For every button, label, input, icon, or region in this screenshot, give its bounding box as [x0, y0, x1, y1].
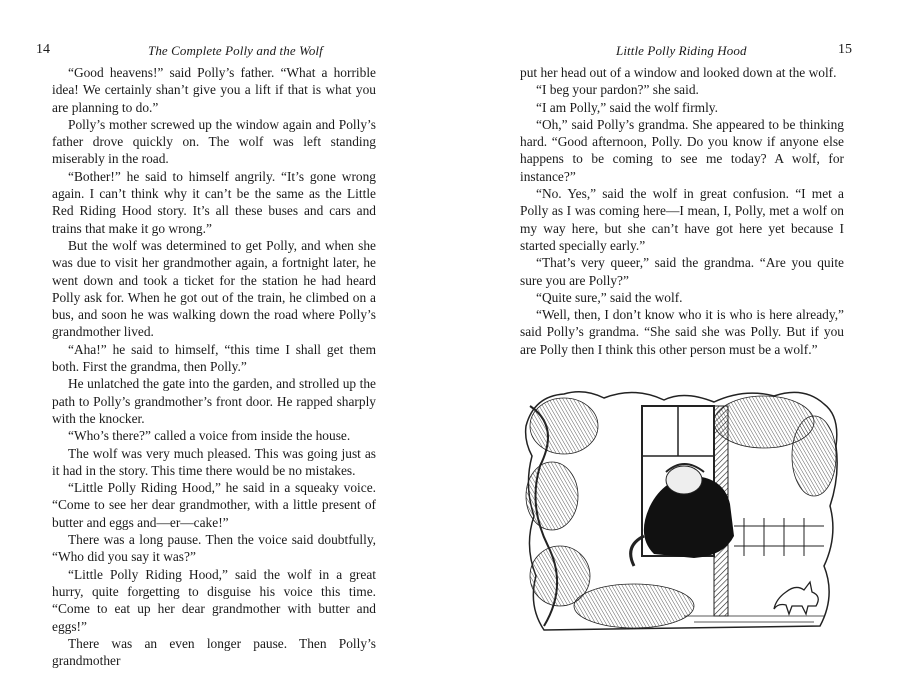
paragraph: “Aha!” he said to himself, “this time I shall get them both. First the grandma, then Polly.”	[52, 341, 376, 375]
body-text	[52, 64, 376, 669]
page-number: 14	[36, 42, 50, 57]
paragraph: “I am Polly,” said the wolf firmly.	[536, 99, 718, 115]
paragraph: “Who’s there?” called a voice from inside the house.	[68, 428, 351, 444]
paragraph: “Well, then, I don’t know who it is who is here already,” said Polly’s grandma. “She said she was Polly. But if you are Polly then I think this other person must be a wolf.”	[520, 307, 844, 357]
paragraph: “Little Polly Riding Hood,” he said in a squeaky voice. “Come to see her dear grandmother, with a little present of butter and eggs and—er—cake!”	[52, 480, 376, 530]
paragraph: There was a long pause. Then the voice said doubtfully, “Who did you say it was?”	[52, 532, 376, 565]
paragraph: “Quite sure,” said the wolf.	[536, 289, 683, 305]
paragraph: “That’s very queer,” said the grandma. “Are you quite sure you are Polly?”	[520, 255, 844, 288]
right-page	[450, 0, 900, 695]
paragraph: “Bother!” he said to himself angrily. “It’s gone wrong again. I can’t think why it can’t be the same as the Little Red Riding Hood story. It’s all these buses and cars and trains that make it go wrong.”	[52, 168, 376, 236]
running-head: The Complete Polly and the Wolf	[148, 43, 323, 58]
paragraph: “I beg your pardon?” she said.	[536, 82, 699, 98]
paragraph: “Good heavens!” said Polly’s father. “What a horrible idea! We certainly shan’t give you a lift if that is what you are planning to do.”	[52, 65, 376, 115]
paragraph: Polly’s mother screwed up the window again and Polly’s father drove quickly on. The wolf was left standing miserably in the road.	[52, 116, 376, 167]
paragraph: “Oh,” said Polly’s grandma. She appeared to be thinking hard. “Good afternoon, Polly. Do you know if anyone else happens to be coming to see me today? A wolf, for instance?”	[520, 116, 844, 184]
paragraph: “Little Polly Riding Hood,” said the wolf in a great hurry, quite forgetting to disguise his voice this time. “Come to eat up her dear grandmother with butter and eggs!”	[52, 566, 376, 634]
page-number: 15	[838, 42, 852, 57]
paragraph: But the wolf was determined to get Polly, and when she was due to visit her grandmother again, a fortnight later, he went down and took a ticket for the station he had heard Polly ask for. When he got out of the train, he climbed on a bus, and soon he was walking down the road where Polly’s grandmother lived.	[52, 237, 376, 340]
paragraph: “No. Yes,” said the wolf in great confusion. “I met a Polly as I was coming here—I mean, I, Polly, met a wolf on my way here, but she can’t have got here yet because I started specially early.”	[520, 186, 844, 253]
paragraph-continuation: put her head out of a window and looked down at the wolf.	[520, 65, 837, 80]
paragraph: There was an even longer pause. Then Polly’s grandmother	[52, 635, 376, 669]
body-text	[520, 64, 844, 358]
grandma-at-window-illustration-icon	[524, 386, 840, 634]
paragraph: He unlatched the gate into the garden, and strolled up the path to Polly’s grandmother’s front door. He rapped sharply with the knocker.	[52, 376, 376, 426]
paragraph: The wolf was very much pleased. This was going just as it had in the story. This time there would be no mistakes.	[52, 445, 376, 478]
running-head: Little Polly Riding Hood	[616, 43, 747, 58]
